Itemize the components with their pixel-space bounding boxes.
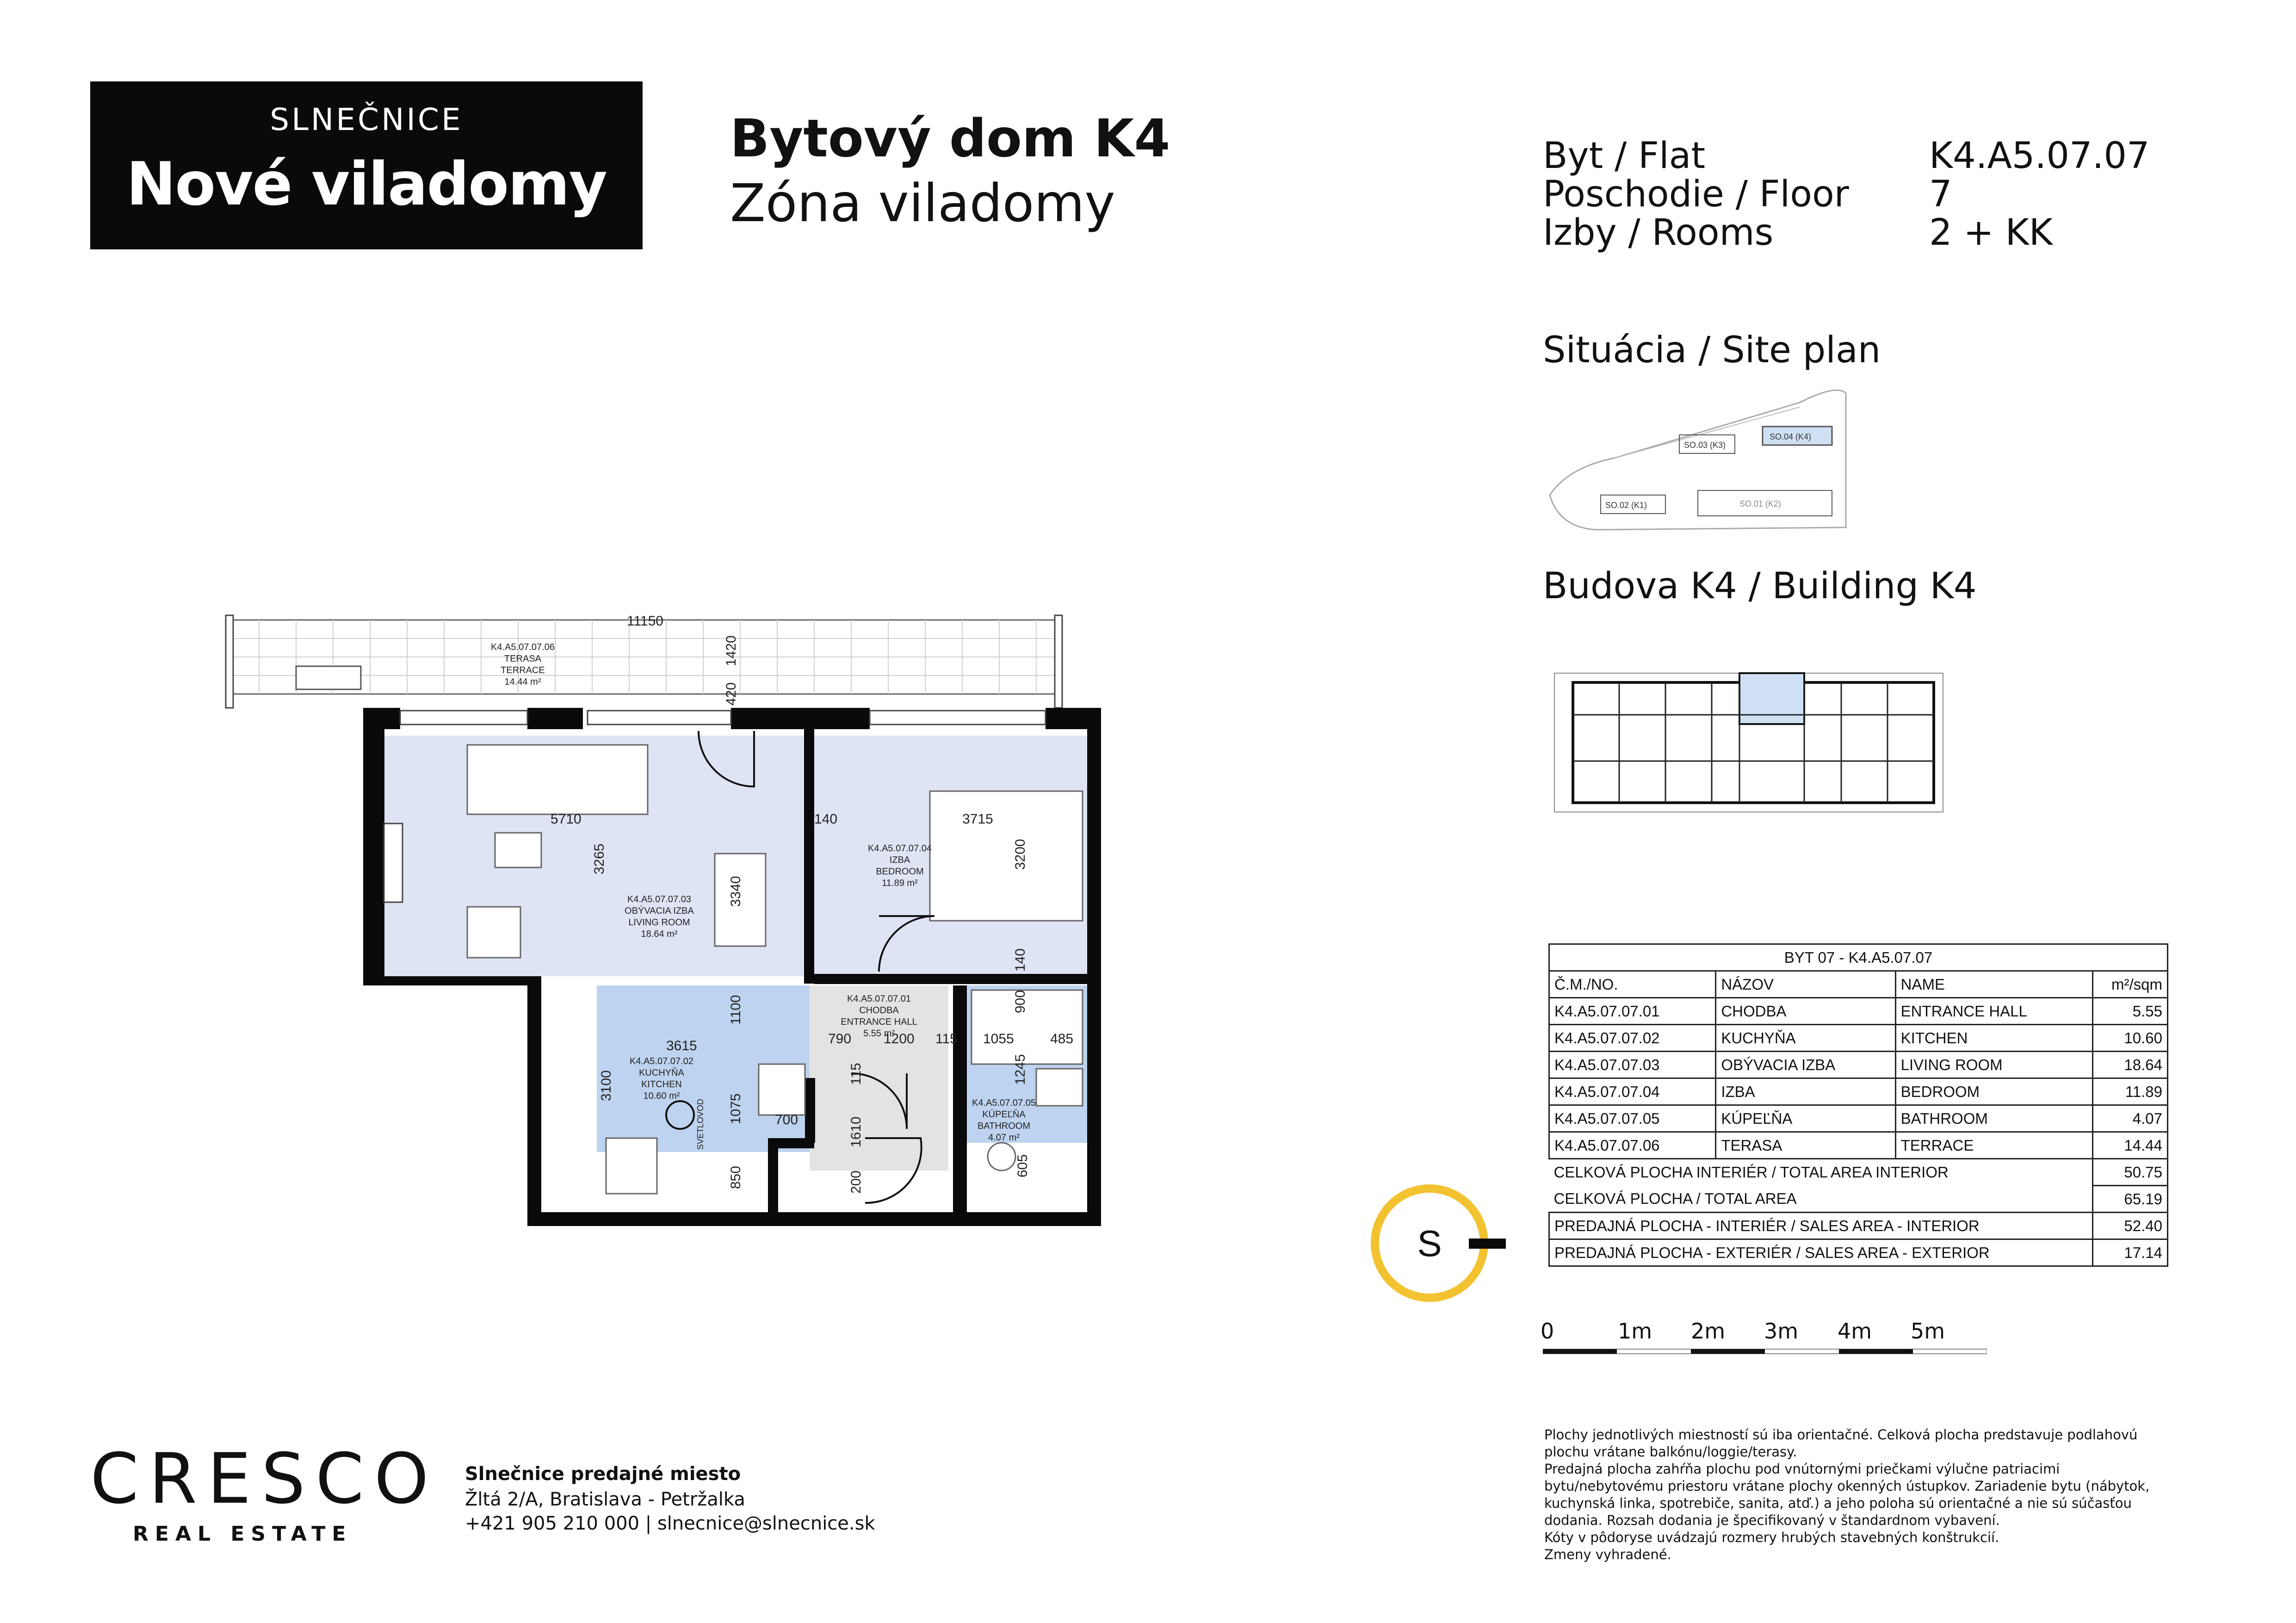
- coffee-table: [495, 833, 541, 867]
- table-row: [1549, 1025, 2168, 1052]
- table-total-label: CELKOVÁ PLOCHA / TOTAL AREA: [1553, 1189, 1797, 1207]
- dim-label: 115: [848, 1063, 864, 1085]
- dim-label: 11150: [627, 613, 663, 629]
- washbasin: [1036, 1069, 1083, 1106]
- brand-name: SLNEČNICE: [270, 102, 463, 137]
- table-row: [1549, 1105, 2168, 1132]
- table-cell: K4.A5.07.07.02: [1549, 1025, 1716, 1052]
- site-label-so01: SO.01 (K2): [1739, 499, 1782, 508]
- note-line: Predajná plocha zahŕňa plochu pod vnútornými priečkami výlučne patriacimi: [1544, 1461, 2060, 1477]
- table-header-row: [1549, 971, 2168, 998]
- svg-text:OBÝVACIA IZBA: OBÝVACIA IZBA: [625, 906, 694, 916]
- svg-text:IZBA: IZBA: [889, 855, 910, 865]
- svg-text:5.55 m²: 5.55 m²: [863, 1028, 895, 1039]
- floor-plan: [222, 597, 1133, 1231]
- info-flat-label: Byt / Flat: [1543, 135, 1706, 177]
- dim-label: 850: [728, 1165, 743, 1189]
- table-cell: KUCHYŇA: [1716, 1025, 1895, 1052]
- toilet: [988, 1143, 1015, 1171]
- table-row: [1549, 1132, 2168, 1159]
- svg-text:BATHROOM: BATHROOM: [977, 1121, 1031, 1131]
- brand-subtitle: Nové viladomy: [126, 150, 606, 219]
- area-table: [1548, 943, 2168, 1267]
- scale-label: 5m: [1911, 1319, 1945, 1344]
- info-flat-value: K4.A5.07.07: [1929, 135, 2150, 177]
- dim-label: 900: [1013, 990, 1028, 1013]
- company-subtitle: REAL ESTATE: [133, 1522, 353, 1546]
- svg-text:10.60 m²: 10.60 m²: [643, 1091, 680, 1101]
- scale-label: 3m: [1764, 1319, 1799, 1344]
- site-label-so02: SO.02 (K1): [1605, 501, 1647, 510]
- svg-text:K4.A5.07.07.04: K4.A5.07.07.04: [868, 843, 932, 854]
- dim-label: 1610: [848, 1116, 864, 1147]
- info-floor-value: 7: [1929, 173, 1952, 215]
- sales-office-contact[interactable]: +421 905 210 000 | slnecnice@slnecnice.sk: [465, 1513, 875, 1534]
- table-total-value: 50.75: [2092, 1159, 2167, 1186]
- svg-text:4.07 m²: 4.07 m²: [988, 1133, 1020, 1143]
- sales-office-address: Žltá 2/A, Bratislava - Petržalka: [465, 1489, 745, 1510]
- table-total-row: [1549, 1186, 2168, 1213]
- sofa: [467, 745, 648, 814]
- table-cell: K4.A5.07.07.01: [1549, 998, 1716, 1025]
- site-label-so04: SO.04 (K4): [1770, 432, 1812, 441]
- table-total-value: 17.14: [2092, 1239, 2167, 1266]
- building-floor-diagram: [1545, 655, 1952, 830]
- dim-label: 200: [848, 1170, 864, 1194]
- company-logo: CRESCO: [90, 1439, 439, 1519]
- scale-bar: [1543, 1346, 1987, 1360]
- table-cell: 5.55: [2092, 998, 2167, 1025]
- table-cell: TERRACE: [1895, 1132, 2092, 1159]
- dim-label: 1420: [724, 635, 739, 666]
- svg-text:K4.A5.07.07.03: K4.A5.07.07.03: [627, 894, 691, 904]
- dim-label: 115: [935, 1031, 958, 1047]
- table-cell: KÚPEĽŇA: [1716, 1105, 1895, 1132]
- dim-label: 3715: [962, 812, 993, 827]
- dim-label: 1100: [728, 995, 743, 1025]
- building-zone: Zóna viladomy: [730, 173, 1115, 234]
- disclaimer-notes: [1544, 1426, 2229, 1563]
- svetlovod-label: SVETLOVOD: [696, 1098, 705, 1150]
- table-cell: 14.44: [2092, 1132, 2167, 1159]
- dim-label: 700: [775, 1112, 798, 1127]
- table-cell: CHODBA: [1716, 998, 1895, 1025]
- svg-text:18.64 m²: 18.64 m²: [641, 929, 678, 939]
- table-cell: K4.A5.07.07.03: [1549, 1052, 1716, 1078]
- dim-label: 1055: [983, 1031, 1014, 1047]
- scale-label: 1m: [1618, 1319, 1652, 1344]
- sales-office-title: Slnečnice predajné miesto: [465, 1463, 741, 1485]
- info-rooms-label: Izby / Rooms: [1543, 212, 1774, 254]
- table-cell: 18.64: [2092, 1052, 2167, 1078]
- scale-label: 2m: [1691, 1319, 1726, 1344]
- dim-label: 140: [814, 812, 838, 827]
- table-total-row: [1549, 1159, 2168, 1186]
- table-row: [1549, 1052, 2168, 1078]
- table-cell: 11.89: [2092, 1078, 2167, 1105]
- svg-text:LIVING ROOM: LIVING ROOM: [628, 917, 690, 928]
- dim-label: 1200: [884, 1031, 915, 1047]
- svg-text:K4.A5.07.07.06: K4.A5.07.07.06: [491, 642, 555, 652]
- building-plan-title: Budova K4 / Building K4: [1543, 565, 1977, 607]
- dim-label: 140: [1013, 948, 1028, 972]
- note-line: bytu/nebytovému priestoru vrátane plochy okenných ústupkov. Zariadenie bytu (nábytok,: [1544, 1478, 2150, 1494]
- svg-text:ENTRANCE HALL: ENTRANCE HALL: [841, 1017, 917, 1027]
- scale-label: 0: [1541, 1319, 1554, 1344]
- terrace-furniture: [296, 666, 361, 689]
- svg-text:K4.A5.07.07.02: K4.A5.07.07.02: [630, 1056, 693, 1066]
- cooktop: [606, 1138, 657, 1194]
- note-line: Zmeny vyhradené.: [1544, 1547, 1671, 1562]
- svg-text:BEDROOM: BEDROOM: [876, 867, 924, 877]
- svg-text:TERRACE: TERRACE: [501, 665, 545, 675]
- brand-logo: [90, 81, 643, 249]
- table-header: Č.M./NO.: [1549, 971, 1716, 998]
- table-cell: ENTRANCE HALL: [1895, 998, 2092, 1025]
- table-total-value: 52.40: [2092, 1213, 2167, 1239]
- terrace-area: [226, 615, 1062, 708]
- svg-text:11.89 m²: 11.89 m²: [882, 878, 918, 888]
- bed: [930, 791, 1083, 921]
- svg-text:KITCHEN: KITCHEN: [641, 1079, 682, 1090]
- table-total-label: PREDAJNÁ PLOCHA - EXTERIÉR / SALES AREA - EXTERIOR: [1549, 1239, 2093, 1266]
- dim-label: 1245: [1013, 1054, 1028, 1085]
- table-total-label: CELKOVÁ PLOCHA INTERIÉR / TOTAL AREA INTERIOR: [1553, 1164, 1949, 1181]
- site-plan-map: [1541, 375, 1864, 551]
- svg-text:K4.A5.07.07.05: K4.A5.07.07.05: [972, 1098, 1036, 1108]
- table-cell: IZBA: [1716, 1078, 1895, 1105]
- compass-needle: [1469, 1239, 1506, 1249]
- dim-label: 790: [828, 1031, 852, 1047]
- table-header: m²/sqm: [2092, 971, 2167, 998]
- site-plan-title: Situácia / Site plan: [1543, 329, 1881, 371]
- dim-label: 420: [724, 682, 739, 706]
- table-total-label: PREDAJNÁ PLOCHA - INTERIÉR / SALES AREA - INTERIOR: [1549, 1213, 2093, 1239]
- svg-text:KÚPEĽŇA: KÚPEĽŇA: [982, 1109, 1026, 1120]
- table-total-value: 65.19: [2092, 1186, 2167, 1213]
- table-header: NAME: [1895, 971, 2092, 998]
- table-cell: BEDROOM: [1895, 1078, 2092, 1105]
- dim-label: 3200: [1013, 839, 1028, 870]
- table-row: [1549, 1078, 2168, 1105]
- dim-label: 1075: [728, 1093, 743, 1124]
- table-title: BYT 07 - K4.A5.07.07: [1549, 944, 2168, 971]
- svg-text:K4.A5.07.07.01: K4.A5.07.07.01: [847, 994, 911, 1004]
- building-title: Bytový dom K4: [730, 109, 1170, 169]
- dim-label: 3340: [728, 876, 743, 907]
- table-header: NÁZOV: [1716, 971, 1895, 998]
- table-cell: KITCHEN: [1895, 1025, 2092, 1052]
- dim-label: 5710: [551, 812, 582, 827]
- info-floor-label: Poschodie / Floor: [1543, 173, 1849, 215]
- info-rooms-value: 2 + KK: [1929, 212, 2053, 254]
- table-cell: 10.60: [2092, 1025, 2167, 1052]
- svg-text:KUCHYŇA: KUCHYŇA: [639, 1068, 684, 1078]
- svg-text:CHODBA: CHODBA: [859, 1005, 899, 1016]
- table-cell: K4.A5.07.07.06: [1549, 1132, 1716, 1159]
- site-label-so03: SO.03 (K3): [1684, 440, 1726, 450]
- table-total-row: [1549, 1213, 2168, 1239]
- table-title-row: [1549, 944, 2168, 971]
- dim-label: 3265: [592, 843, 607, 874]
- riser: [759, 1064, 805, 1115]
- table-cell: K4.A5.07.07.04: [1549, 1078, 1716, 1105]
- svg-text:TERASA: TERASA: [504, 654, 542, 664]
- table-cell: K4.A5.07.07.05: [1549, 1105, 1716, 1132]
- note-line: Plochy jednotlivých miestností sú iba orientačné. Celková plocha predstavuje podlahovú: [1544, 1427, 2138, 1443]
- table-cell: 4.07: [2092, 1105, 2167, 1132]
- building-highlight-flat: [1739, 673, 1804, 724]
- table-cell: OBÝVACIA IZBA: [1716, 1052, 1895, 1078]
- armchair: [467, 907, 520, 958]
- dim-label: 485: [1050, 1031, 1074, 1047]
- note-line: kuchynská linka, spotrebiče, sanita, atď.) a jeho poloha sú orientačné a nie sú súčasťou: [1544, 1495, 2132, 1511]
- table-cell: BATHROOM: [1895, 1105, 2092, 1132]
- dim-label: 3615: [666, 1038, 697, 1053]
- table-cell: TERASA: [1716, 1132, 1895, 1159]
- dim-label: 605: [1015, 1154, 1030, 1177]
- note-line: Kóty v pôdoryse uvádzajú rozmery hrubých stavebných konštrukcií.: [1544, 1530, 1999, 1545]
- dim-label: 3100: [599, 1070, 614, 1101]
- compass: [1365, 1177, 1513, 1316]
- table-total-row: [1549, 1239, 2168, 1266]
- note-line: dodania. Rozsah dodania je špecifikovaný v štandardnom vybavení.: [1544, 1512, 2000, 1528]
- compass-label: S: [1417, 1223, 1442, 1264]
- table-row: [1549, 998, 2168, 1025]
- scale-label: 4m: [1838, 1319, 1872, 1344]
- svg-text:14.44 m²: 14.44 m²: [504, 677, 541, 687]
- note-line: plochu vrátane balkónu/loggie/terasy.: [1544, 1444, 1797, 1460]
- table-cell: LIVING ROOM: [1895, 1052, 2092, 1078]
